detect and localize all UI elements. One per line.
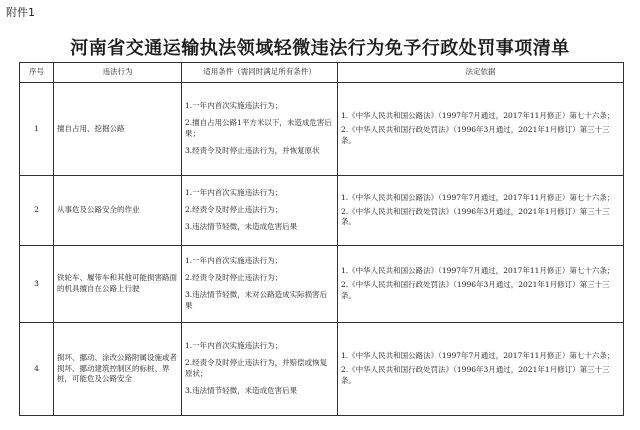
condition-item: 2.经责令及时停止违法行为； — [185, 205, 283, 215]
basis-item: 2.《中华人民共和国行政处罚法》（1996年3月通过，2021年1月修订）第三十三条。 — [341, 280, 610, 300]
condition-item: 3.违法情节轻微，未造成危害后果 — [185, 385, 298, 395]
row-conditions — [182, 246, 338, 323]
row-violation: 铁轮车、履带车和其他可能损害路面的机具擅自在公路上行驶 — [54, 246, 182, 323]
condition-item: 1.一年内首次实施违法行为； — [185, 256, 283, 266]
condition-item: 2.擅自占用公路1平方米以下，未造成危害后果； — [185, 118, 332, 138]
row-seq: 1 — [20, 83, 54, 176]
condition-item: 2.经责令及时停止违法行为； — [185, 273, 283, 283]
condition-item: 3.违法情节轻微，未造成危害后果 — [185, 221, 298, 231]
row-conditions — [182, 83, 338, 176]
document-title: 河南省交通运输执法领域轻微违法行为免予行政处罚事项清单 — [70, 38, 570, 59]
basis-item: 1.《中华人民共和国公路法》（1997年7月通过，2017年11月修正）第七十六条； — [341, 266, 615, 276]
table-row — [20, 246, 624, 323]
header-conditions: 适用条件（需同时满足所有条件） — [182, 63, 338, 83]
exemption-list-table — [19, 62, 624, 416]
basis-item: 2.《中华人民共和国行政处罚法》（1996年3月通过，2021年1月修订）第三十三条。 — [341, 206, 610, 227]
condition-item: 1.一年内首次实施违法行为； — [185, 101, 283, 111]
table-row — [20, 83, 624, 176]
basis-item: 1.《中华人民共和国公路法》（1997年7月通过，2017年11月修正）第七十六条； — [341, 351, 615, 361]
row-violation: 损坏、挪动、涂改公路附属设施或者损坏、挪动建筑控制区的标桩、界桩，可能危及公路安全 — [54, 323, 182, 416]
row-legal-basis — [338, 176, 624, 246]
header-legal-basis: 法定依据 — [338, 63, 624, 83]
table-row — [20, 323, 624, 416]
condition-item: 3.经责令及时停止违法行为，并恢复原状 — [185, 145, 320, 155]
header-violation: 违法行为 — [54, 63, 182, 83]
row-legal-basis — [338, 323, 624, 416]
condition-item: 1.一年内首次实施违法行为； — [185, 341, 283, 351]
row-legal-basis — [338, 83, 624, 176]
table-header-row — [20, 63, 624, 83]
basis-item: 1.《中华人民共和国公路法》（1997年7月通过，2017年11月修正）第七十六条； — [341, 111, 615, 121]
row-conditions — [182, 176, 338, 246]
attachment-label: 附件1 — [6, 6, 35, 19]
basis-item: 2.《中华人民共和国行政处罚法》（1996年3月通过，2021年1月修订）第三十三条。 — [341, 365, 610, 385]
basis-item: 1.《中华人民共和国公路法》（1997年7月通过，2017年11月修正）第七十六条； — [341, 192, 615, 202]
table-row — [20, 176, 624, 246]
row-seq: 4 — [20, 323, 54, 416]
condition-item: 1.一年内首次实施违法行为； — [185, 188, 283, 198]
row-conditions — [182, 323, 338, 416]
row-legal-basis — [338, 246, 624, 323]
row-violation: 从事危及公路安全的作业 — [54, 176, 182, 246]
condition-item: 3.违法情节轻微，未对公路造成实际损害后果 — [185, 290, 328, 310]
header-seq: 序号 — [20, 63, 54, 83]
row-violation: 擅自占用、挖掘公路 — [54, 83, 182, 176]
row-seq: 3 — [20, 246, 54, 323]
basis-item: 2.《中华人民共和国行政处罚法》（1996年3月通过，2021年1月修订）第三十三条。 — [341, 125, 610, 145]
row-seq: 2 — [20, 176, 54, 246]
condition-item: 2.经责令及时停止违法行为，并赔偿或恢复原状； — [185, 358, 328, 378]
